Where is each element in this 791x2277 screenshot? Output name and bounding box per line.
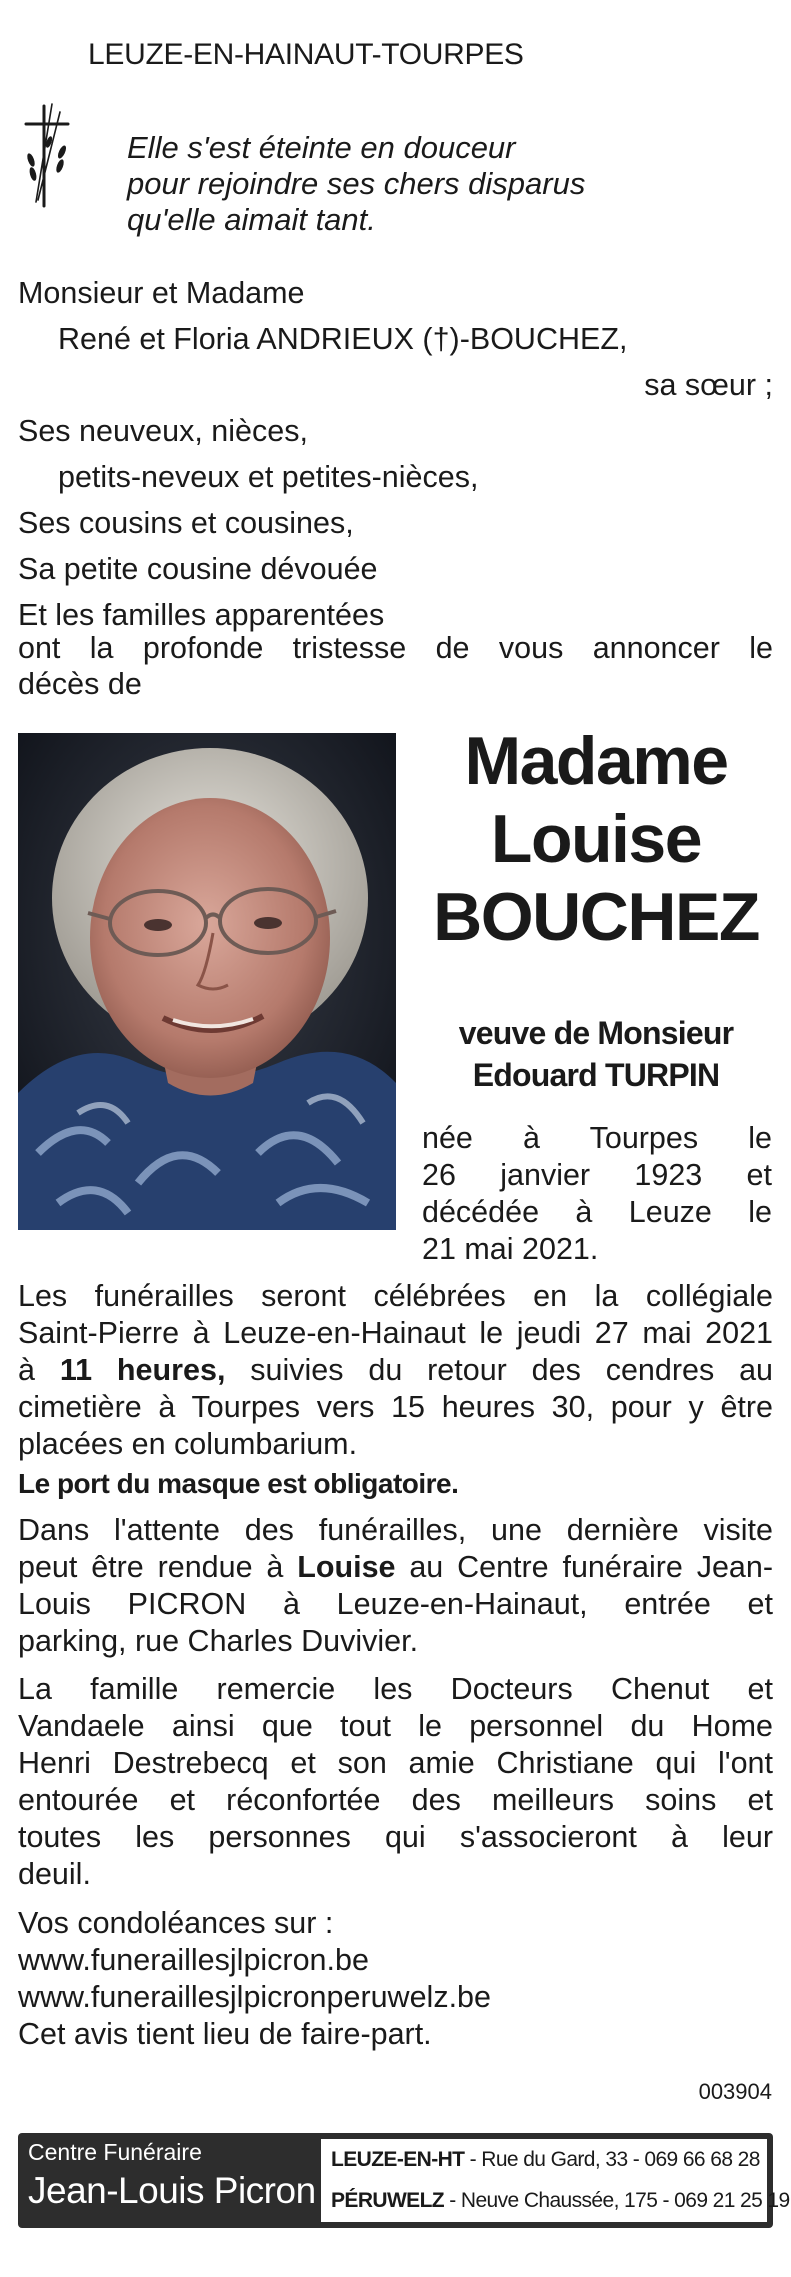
visit-name: Louise (297, 1550, 396, 1584)
visit-details (18, 1512, 773, 1660)
address-leuze-text: - Rue du Gard, 33 - 069 66 68 28 (464, 2148, 760, 2171)
visit-line: Dans l'attente des funérailles, une dernière visite (18, 1513, 773, 1547)
city-leuze: LEUZE-EN-HT (331, 2148, 465, 2171)
deceased-name (420, 722, 772, 956)
quote-line: qu'elle aimait tant. (127, 202, 376, 237)
announcement-line: décès de (18, 667, 142, 701)
visit-line (18, 1549, 773, 1586)
location-heading: LEUZE-EN-HAINAUT-TOURPES (88, 38, 524, 71)
thanks-line: Henri Destrebecq et son amie Christiane qui l'ont (18, 1746, 773, 1780)
family-line: Ses neuveux, nièces, (18, 414, 308, 448)
address-leuze (331, 2142, 760, 2178)
date-line: décédée à Leuze le (422, 1195, 772, 1229)
thanks-line: toutes les personnes qui s'associeront à leur (18, 1820, 773, 1854)
thanks-line: deuil. (18, 1857, 91, 1891)
funeral-time: 11 heures, (59, 1353, 226, 1387)
portrait-photo (18, 733, 396, 1230)
date-line: 21 mai 2021. (422, 1232, 599, 1266)
thanks-line: La famille remercie les Docteurs Chenut et (18, 1672, 773, 1706)
announcement (18, 630, 773, 702)
funeral-line: cimetière à Tourpes vers 15 heures 30, pour y être (18, 1390, 773, 1424)
condolences (18, 1905, 773, 2053)
addresses-panel (321, 2139, 790, 2222)
deceased-last-name: BOUCHEZ (433, 879, 759, 955)
visit-line: Louis PICRON à Leuze-en-Hainaut, entrée et (18, 1587, 773, 1621)
cross-with-wheat-icon (22, 102, 74, 210)
visit-text: peut être rendue à (18, 1550, 298, 1584)
funeral-home-banner (18, 2133, 790, 2228)
deceased-first-name: Louise (490, 801, 702, 877)
thanks-paragraph (18, 1671, 773, 1893)
visit-line: parking, rue Charles Duvivier. (18, 1624, 419, 1658)
funeral-line (18, 1352, 773, 1389)
address-peruwelz (331, 2183, 790, 2219)
condolences-link-1[interactable]: www.funeraillesjlpicron.be (18, 1943, 369, 1977)
thanks-line: entourée et réconfortée des meilleurs soins et (18, 1783, 773, 1817)
city-peruwelz: PÉRUWELZ (331, 2189, 445, 2212)
date-line: née à Tourpes le (422, 1121, 772, 1155)
date-line: 26 janvier 1923 et (422, 1158, 772, 1192)
family-line: Sa petite cousine dévouée (18, 552, 378, 586)
widow-line: veuve de Monsieur (458, 1015, 734, 1051)
funeral-details (18, 1278, 773, 1463)
family-line: sa sœur ; (644, 368, 773, 402)
widow-of (420, 1012, 772, 1096)
family-line: petits-neveux et petites-nièces, (58, 460, 479, 494)
funeral-text: suivies du retour des cendres au (225, 1353, 773, 1387)
visit-text: au Centre funéraire Jean- (395, 1550, 773, 1584)
family-line: René et Floria ANDRIEUX (†)-BOUCHEZ, (58, 322, 628, 356)
thanks-line: Vandaele ainsi que tout le personnel du Home (18, 1709, 773, 1743)
memorial-quote (127, 130, 585, 238)
brand-line-1: Centre Funéraire (28, 2139, 202, 2165)
family-line: Et les familles apparentées (18, 598, 385, 632)
funeral-line: Les funérailles seront célébrées en la collégiale (18, 1279, 773, 1313)
funeral-line: placées en columbarium. (18, 1427, 358, 1461)
condolences-link-2[interactable]: www.funeraillesjlpicronperuwelz.be (18, 1980, 491, 2014)
announcement-line: ont la profonde tristesse de vous annoncer le (18, 631, 773, 665)
family-list (18, 270, 773, 638)
address-peruwelz-text: - Neuve Chaussée, 175 - 069 21 25 19 (444, 2189, 790, 2212)
deceased-title: Madame (464, 723, 728, 799)
funeral-text: à (18, 1353, 60, 1387)
brand-line-2: Jean-Louis Picron (28, 2170, 316, 2211)
portrait-illustration (18, 733, 396, 1230)
condolences-line: Vos condoléances sur : (18, 1906, 334, 1940)
widow-line: Edouard TURPIN (472, 1057, 720, 1093)
funeral-home-logo (28, 2137, 316, 2215)
family-line: Monsieur et Madame (18, 276, 305, 310)
funeral-line: Saint-Pierre à Leuze-en-Hainaut le jeudi 27 mai 2021 (18, 1316, 773, 1350)
condolences-line: Cet avis tient lieu de faire-part. (18, 2017, 432, 2051)
quote-line: pour rejoindre ses chers disparus (127, 166, 586, 201)
reference-number: 003904 (698, 2079, 772, 2104)
mask-notice: Le port du masque est obligatoire. (18, 1468, 459, 1499)
birth-death-dates (422, 1120, 772, 1268)
family-line: Ses cousins et cousines, (18, 506, 354, 540)
quote-line: Elle s'est éteinte en douceur (127, 130, 516, 165)
